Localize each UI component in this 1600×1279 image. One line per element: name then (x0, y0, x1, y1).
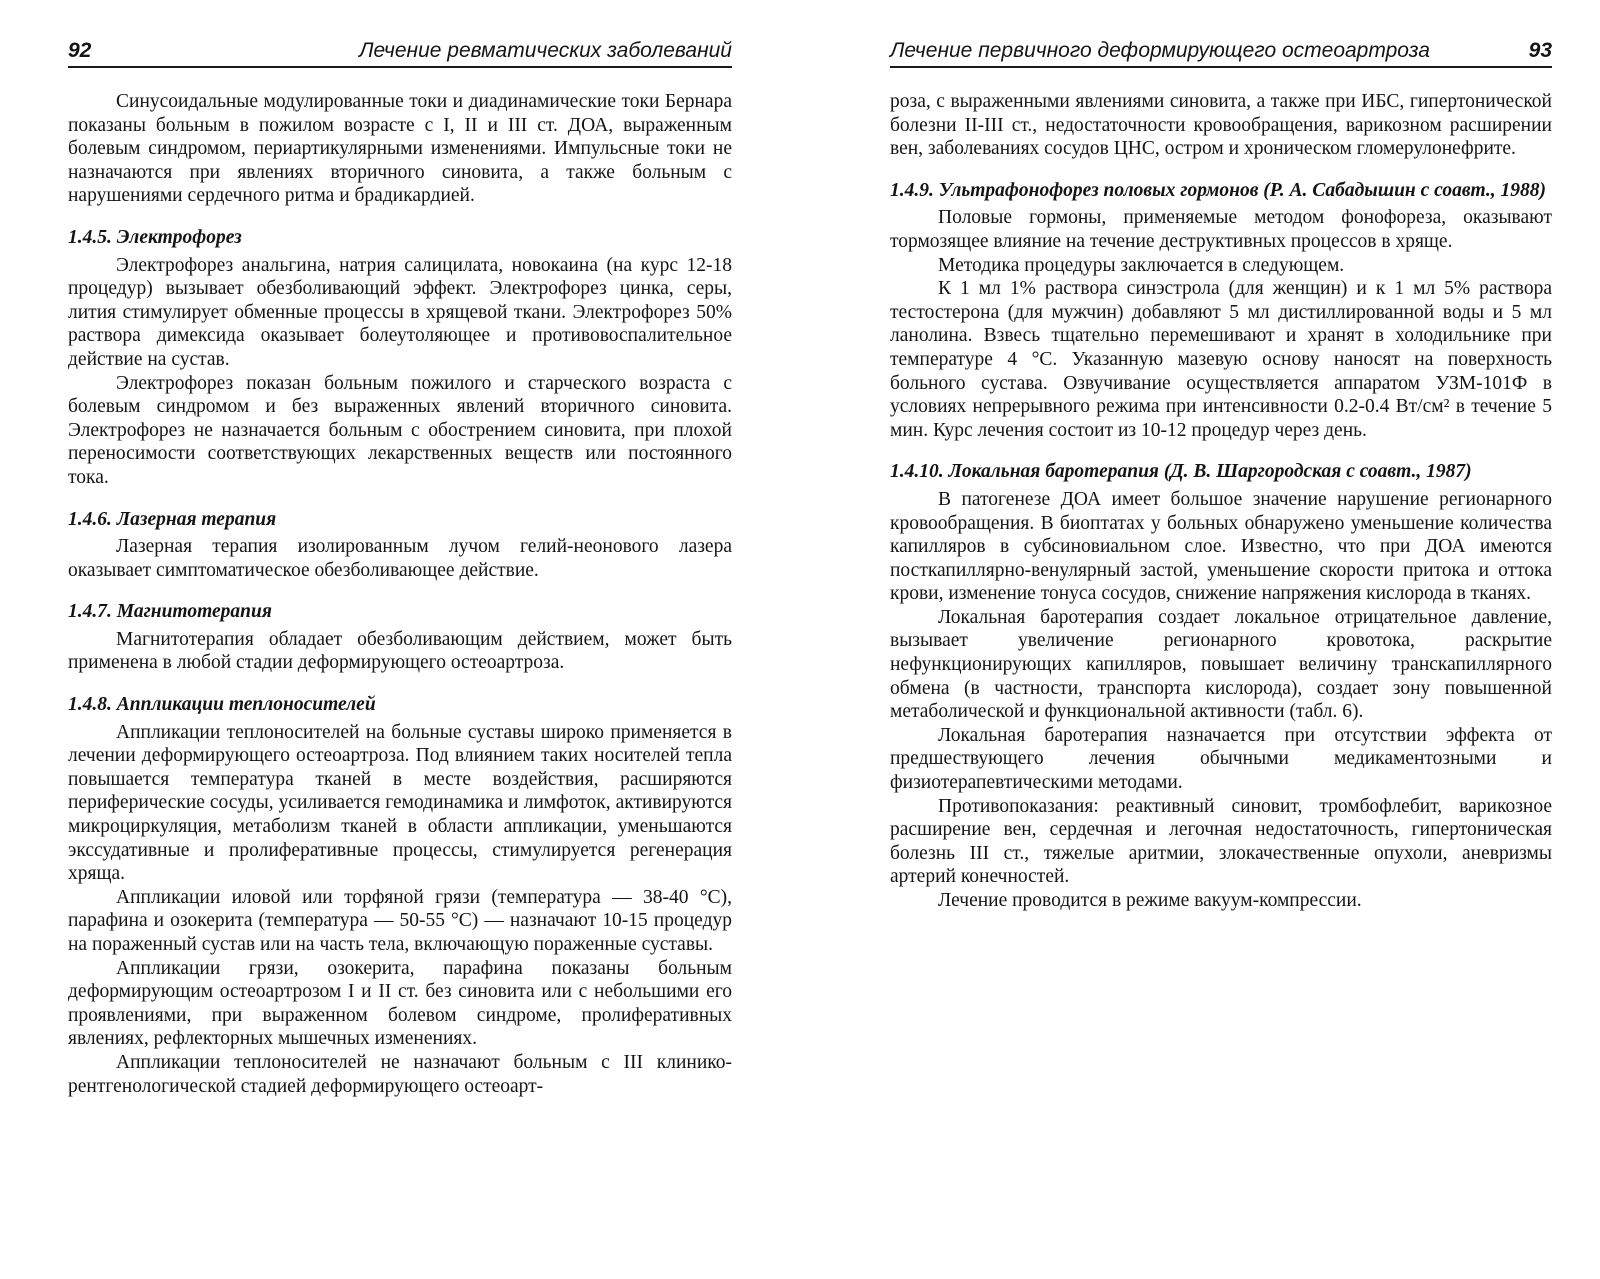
section-heading: 1.4.9. Ультрафонофорез половых гормонов (Р. А. Сабадышин с соавт., 1988) (890, 179, 1547, 201)
paragraph: Аппликации иловой или торфяной грязи (температура — 38-40 °С), парафина и озокерита (температура — 50-55 °С) — назначают 10-15 процедур на пораженный сустав или на часть тела, включающую пораженные суставы. (68, 886, 732, 955)
paragraph: Локальная баротерапия назначается при отсутствии эффекта от предшествующего лечения обычными медикаментозными и физиотерапевтическими методами. (890, 724, 1552, 794)
left-page (68, 36, 732, 1098)
page-body (890, 90, 1552, 913)
paragraph: Аппликации грязи, озокерита, парафина показаны больным деформирующим остеоартрозом I и II ст. без синовита или с небольшими его проявлениями, при выраженном болевом синдроме, пролиферативных явлениях, рефлекторных мышечных изменениях. (68, 957, 732, 1050)
section-heading: 1.4.6. Лазерная терапия (68, 508, 277, 530)
section-heading: 1.4.5. Электрофорез (68, 226, 242, 248)
running-title: Лечение ревматических заболеваний (359, 39, 732, 62)
running-title: Лечение первичного деформирующего остеоартроза (890, 39, 1430, 62)
page-number: 93 (1528, 39, 1552, 62)
page-body (68, 90, 732, 1098)
section-heading: 1.4.10. Локальная баротерапия (Д. В. Шаргородская с соавт., 1987) (890, 461, 1472, 483)
paragraph: Лазерная терапия изолированным лучом гелий-неонового лазера оказывает симптоматическое обезболивающее действие. (68, 536, 732, 581)
page-number: 92 (68, 39, 92, 62)
section-heading: 1.4.7. Магнитотерапия (68, 601, 272, 623)
paragraph: Лечение проводится в режиме вакуум-компрессии. (938, 890, 1362, 911)
paragraph: Электрофорез анальгина, натрия салицилата, новокаина (на курс 12-18 процедур) вызывает обезболивающий эффект. Электрофорез цинка, серы, лития стимулирует обменные процессы в хрящевой ткани. Электрофорез 50% раствора димексида оказывает болеутоляющее и противовоспалительное действие на сустав. (68, 254, 732, 370)
paragraph: Противопоказания: реактивный синовит, тромбофлебит, варикозное расширение вен, сердечная и легочная недостаточность, гипертоническая болезнь III ст., тяжелые аритмии, злокачественные опухоли, аневризмы артерий конечностей. (890, 795, 1552, 888)
section-heading: 1.4.8. Аппликации теплоносителей (68, 694, 376, 716)
paragraph: Половые гормоны, применяемые методом фонофореза, оказывают тормозящее влияние на течение деструктивных процессов в хряще. (890, 207, 1552, 252)
running-head-left (68, 36, 732, 68)
paragraph-continued: роза, с выраженными явлениями синовита, а также при ИБС, гипертонической болезни II-III ст., недостаточности кровообращения, варикозном расширении вен, заболеваниях сосудов ЦНС, остром и хроническом гломерулонефрите. (890, 91, 1552, 160)
paragraph: К 1 мл 1% раствора синэстрола (для женщин) и к 1 мл 5% раствора тестостерона (для мужчин) добавляют 5 мл дистиллированной воды и 5 мл ланолина. Взвесь тщательно перемешивают и хранят в холодильнике при температуре 4 °С. Указанную мазевую основу наносят на поверхность больного сустава. Озвучивание осуществляется аппаратом УЗМ-101Ф в условиях непрерывного режима при интенсивности 0.2-0.4 Вт/см² в течение 5 мин. Курс лечения состоит из 10-12 процедур через день. (890, 278, 1552, 441)
paragraph: Аппликации теплоносителей не назначают больным с III клинико-рентгенологической стадией деформирующего остеоарт- (68, 1051, 732, 1097)
paragraph: Аппликации теплоносителей на больные суставы широко применяется в лечении деформирующего остеоартроза. Под влиянием таких носителей тепла повышается температура тканей в месте воздействия, расширяются периферические сосуды, усиливается гемодинамика и лимфоток, активируются микроциркуляция, метаболизм тканей в области аппликации, уменьшаются экссудативные и пролиферативные процессы, стимулируется регенерация хряща. (68, 721, 732, 885)
paragraph: Синусоидальные модулированные токи и диадинамические токи Бернара показаны больным в пожилом возрасте с I, II и III ст. ДОА, выраженным болевым синдромом, периартикулярными изменениями. Импульсные токи не назначаются при явлениях вторичного синовита, а также больным с нарушениями сердечного ритма и брадикардией. (68, 91, 732, 207)
paragraph: Локальная баротерапия создает локальное отрицательное давление, вызывает увеличение регионарного кровотока, раскрытие нефункционирующих капилляров, повышает величину транскапиллярного обмена (в частности, транспорта кислорода), создает зону повышенной метаболической и функциональной активности (табл. 6). (890, 606, 1552, 723)
running-head-right (890, 36, 1552, 68)
paragraph: Электрофорез показан больным пожилого и старческого возраста с болевым синдромом и без выраженных явлений вторичного синовита. Электрофорез не назначается больным с обострением синовита, при плохой переносимости соответствующих лекарственных веществ или постоянного тока. (68, 372, 732, 488)
paragraph: Методика процедуры заключается в следующем. (938, 254, 1345, 276)
right-page (890, 36, 1552, 913)
paragraph: Магнитотерапия обладает обезболивающим действием, может быть применена в любой стадии деформирующего остеоартроза. (68, 628, 732, 674)
paragraph: В патогенезе ДОА имеет большое значение нарушение регионарного кровообращения. В биоптатах у больных обнаружено уменьшение количества капилляров в субсиновиальном слое. Известно, что при ДОА имеются посткапиллярно-венулярный застой, уменьшение скорости притока и оттока крови, изменение тонуса сосудов, снижение напряжения кислорода в тканях. (890, 488, 1552, 605)
